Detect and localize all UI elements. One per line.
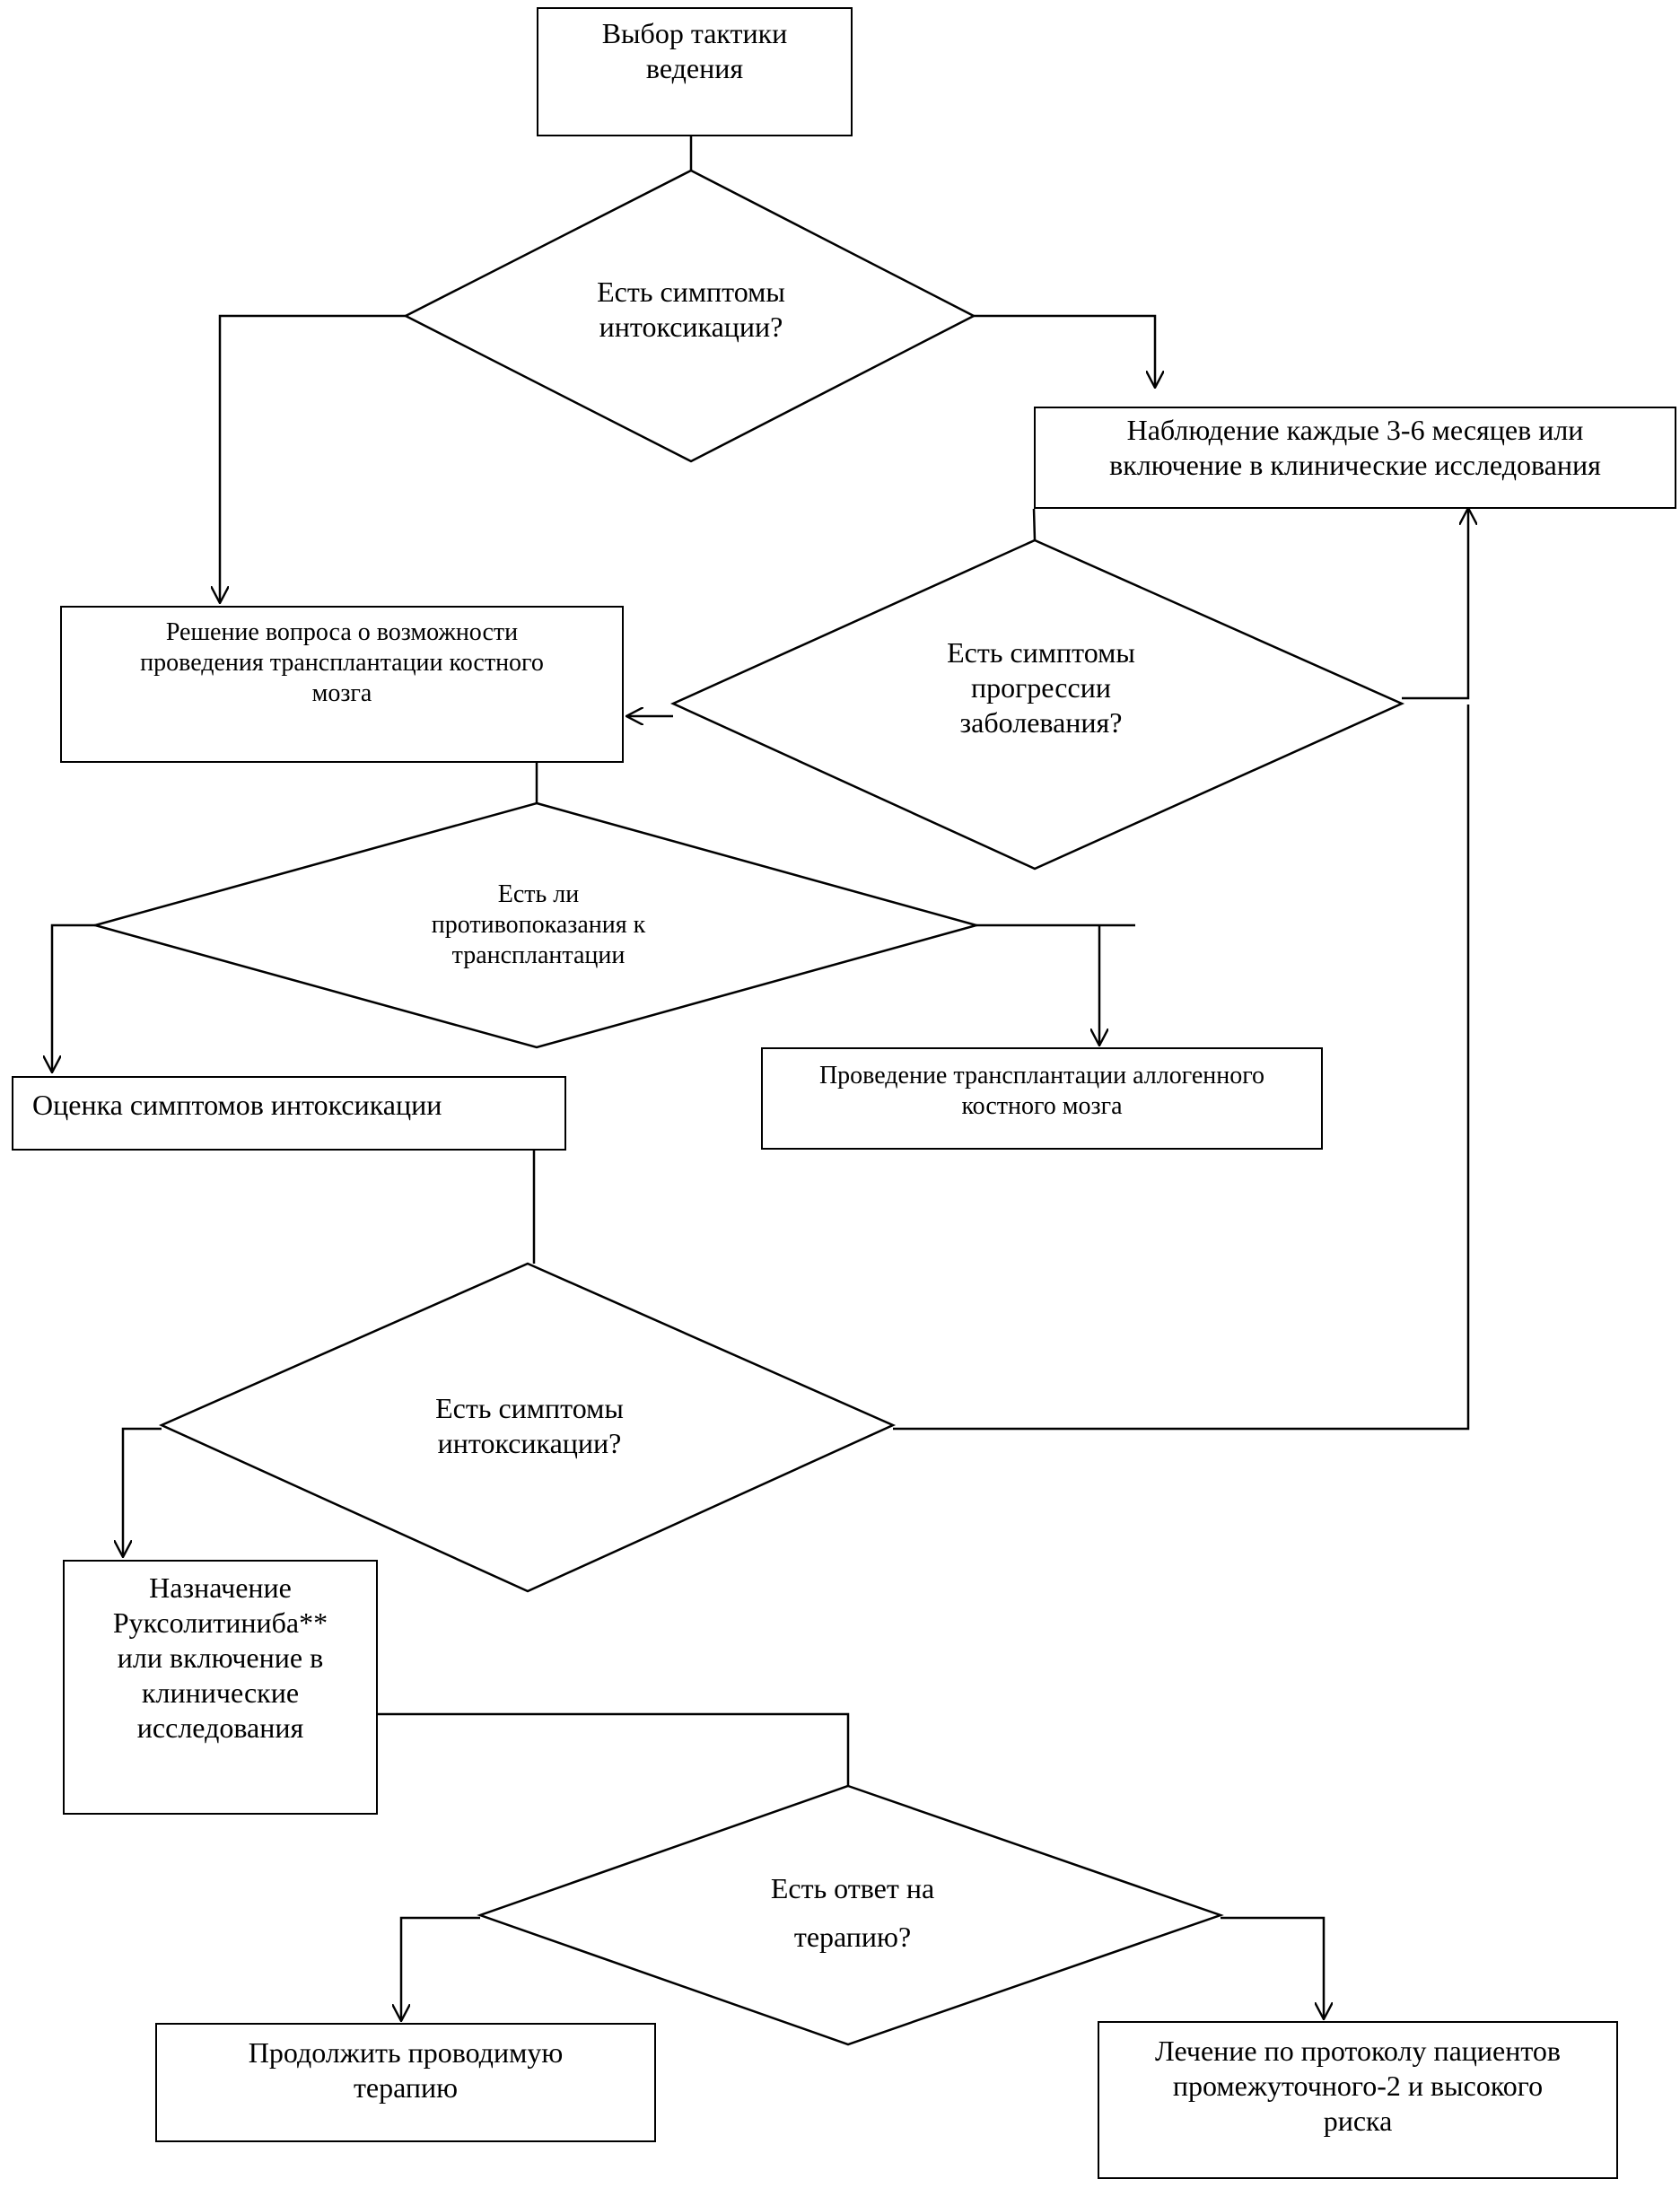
observation-text	[1034, 413, 1676, 483]
decision-intoxication-2-line-1: Есть симптомы	[435, 1392, 624, 1424]
decision-progression-line-1: Есть симптомы	[947, 636, 1135, 669]
transplant-decision-line-1: Решение вопроса о возможности	[165, 618, 519, 646]
ruxolitinib-line-3: или включение в	[117, 1641, 324, 1675]
ruxolitinib-text	[63, 1571, 378, 1746]
start-line-1: Выбор тактики	[601, 17, 788, 49]
continue-therapy-line-2: терапию	[353, 2071, 459, 2105]
continue-therapy-text	[155, 2035, 656, 2105]
decision-contraindications-line-3: трансплантации	[451, 941, 626, 970]
connector-d1-yes	[974, 316, 1155, 388]
start-text	[537, 16, 853, 86]
assessment-text	[32, 1088, 535, 1123]
decision-intoxication-line-1: Есть симптомы	[597, 276, 785, 308]
transplant-decision-line-2: проведения трансплантации костного	[140, 649, 544, 678]
observation-line-1: Наблюдение каждые 3-6 месяцев или	[1126, 414, 1584, 446]
observation-line-2: включение в клинические исследования	[1109, 449, 1601, 482]
decision-intoxication-line-2: интоксикации?	[599, 311, 783, 344]
high-risk-protocol-line-3: риска	[1323, 2105, 1393, 2138]
start-line-2: ведения	[645, 52, 744, 85]
decision-contraindications-line-1: Есть ли	[497, 880, 580, 908]
high-risk-protocol-text	[1098, 2034, 1618, 2139]
assessment-line-1: Оценка симптомов интоксикации	[32, 1089, 442, 1121]
connector-d4-yes	[123, 1429, 162, 1557]
decision-progression-text	[853, 635, 1229, 740]
allogeneic-transplant-line-1: Проведение трансплантации аллогенного	[818, 1062, 1265, 1090]
decision-response-line-2: терапию?	[793, 1921, 912, 1954]
allogeneic-transplant-line-2: костного мозга	[961, 1092, 1123, 1121]
decision-intoxication-2-line-2: интоксикации?	[437, 1427, 622, 1460]
connector-d3-left	[52, 925, 95, 1072]
ruxolitinib-line-4: клинические	[141, 1676, 300, 1710]
connector-ruxo-d5	[377, 1714, 848, 1786]
decision-progression-line-2: прогрессии	[971, 671, 1111, 705]
connector-d2-loop	[1402, 508, 1468, 698]
decision-response-line-1: Есть ответ на	[770, 1872, 935, 1904]
decision-contraindications-text	[350, 880, 727, 971]
decision-contraindications-line-2: противопоказания к	[431, 911, 646, 940]
transplant-decision-line-3: мозга	[311, 679, 372, 708]
decision-intoxication-text	[503, 275, 879, 345]
decision-progression-line-3: заболевания?	[959, 706, 1123, 740]
transplant-decision-text	[60, 617, 624, 709]
continue-therapy-line-1: Продолжить проводимую	[248, 2036, 564, 2069]
ruxolitinib-line-1: Назначение	[149, 1571, 292, 1604]
connector-d1-no	[220, 316, 406, 603]
allogeneic-transplant-text	[761, 1061, 1323, 1122]
ruxolitinib-line-2: Руксолитиниба**	[112, 1606, 328, 1640]
decision-response-text	[664, 1864, 1041, 1962]
high-risk-protocol-line-1: Лечение по протоколу пациентов	[1154, 2035, 1562, 2067]
connector-observe-d2	[1034, 509, 1035, 540]
ruxolitinib-line-5: исследования	[136, 1711, 304, 1745]
connector-d5-yes	[401, 1918, 480, 2021]
connector-d5-no	[1221, 1918, 1324, 2019]
decision-intoxication-2-text	[341, 1391, 718, 1461]
high-risk-protocol-line-2: промежуточного-2 и высокого	[1172, 2070, 1544, 2103]
